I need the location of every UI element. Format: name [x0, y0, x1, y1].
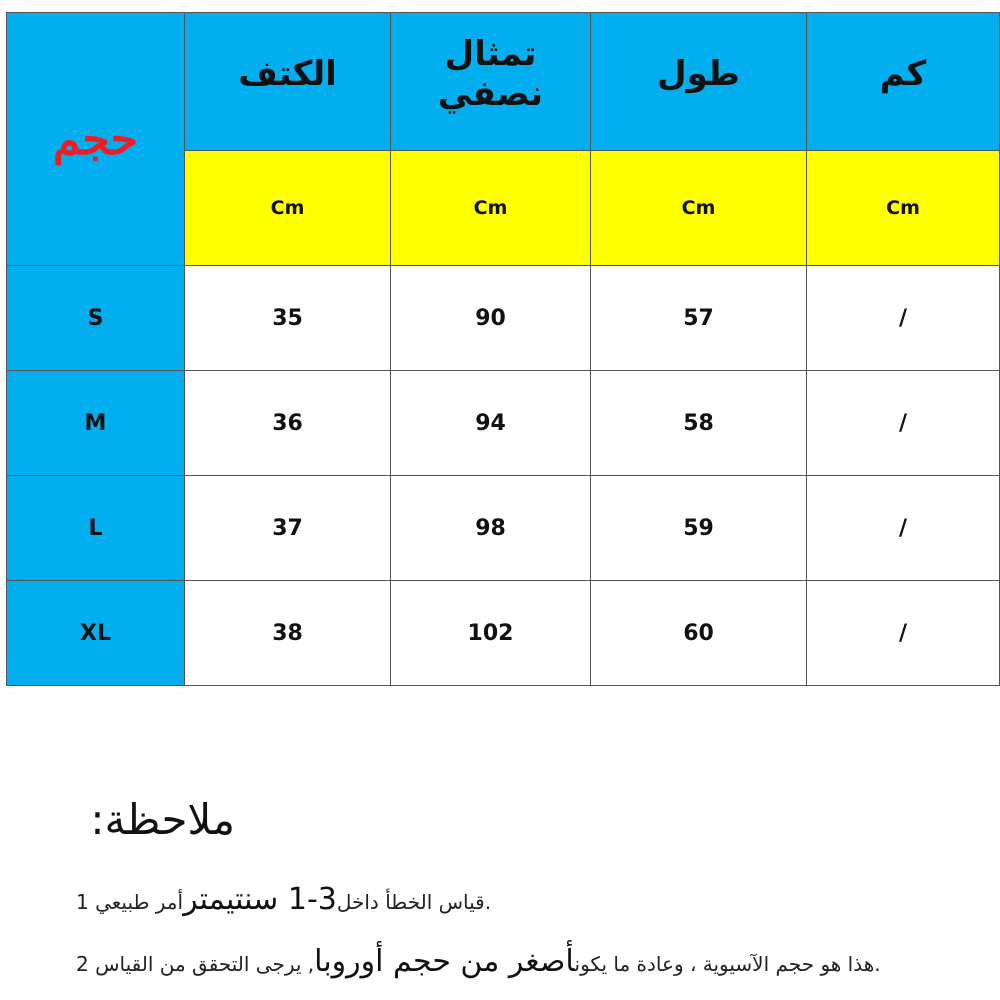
- data-cell: 98: [391, 476, 591, 581]
- size-title: حجم: [53, 113, 138, 165]
- data-cell: /: [807, 266, 1000, 371]
- header-shoulder: الكتف: [185, 13, 391, 151]
- table-row: [7, 476, 1000, 581]
- size-label-cell: XL: [7, 581, 185, 686]
- note-2-part1: يرجى التحقق من القياس: [95, 952, 302, 976]
- header-length: طول: [591, 13, 807, 151]
- table-row: [7, 371, 1000, 476]
- data-cell: /: [807, 476, 1000, 581]
- note-1-tail: قياس الخطأ داخل: [336, 890, 485, 914]
- note-1-normal: أمر طبيعي: [95, 890, 184, 914]
- data-cell: 36: [185, 371, 391, 476]
- size-chart-table: [6, 12, 1000, 686]
- note-2-highlight: أصغر من حجم أوروبا: [314, 944, 575, 979]
- header-bust: تمثال نصفي: [391, 13, 591, 151]
- data-cell: 59: [591, 476, 807, 581]
- size-label-cell: M: [7, 371, 185, 476]
- data-cell: 60: [591, 581, 807, 686]
- table-row: [7, 266, 1000, 371]
- note-2-part2: هذا هو حجم الآسيوية ، وعادة ما يكون: [574, 952, 875, 976]
- data-cell: /: [807, 371, 1000, 476]
- data-cell: /: [807, 581, 1000, 686]
- data-cell: 37: [185, 476, 391, 581]
- unit-cell: Cm: [807, 151, 1000, 266]
- note-line-2: هذا هو حجم الآسيوية ، وعادة ما يكونأصغر من حجم أوروبا, يرجى التحقق من القياس 2.: [76, 944, 881, 979]
- size-label-cell: L: [7, 476, 185, 581]
- note-1-number: 1.: [76, 890, 492, 914]
- table-row: [7, 581, 1000, 686]
- size-label-cell: S: [7, 266, 185, 371]
- data-cell: 35: [185, 266, 391, 371]
- note-1-highlight: 3-1 سنتيمتر: [183, 882, 337, 917]
- data-cell: 38: [185, 581, 391, 686]
- data-cell: 94: [391, 371, 591, 476]
- header-sleeve: كم: [807, 13, 1000, 151]
- note-title: ملاحظة:: [90, 795, 235, 844]
- note-2-number: 2.: [76, 952, 881, 976]
- data-cell: 58: [591, 371, 807, 476]
- data-cell: 102: [391, 581, 591, 686]
- data-cell: 90: [391, 266, 591, 371]
- unit-cell: Cm: [185, 151, 391, 266]
- note-line-1: [76, 882, 491, 917]
- size-title-cell: [7, 13, 185, 266]
- header-row: [7, 13, 1000, 151]
- unit-cell: Cm: [391, 151, 591, 266]
- unit-cell: Cm: [591, 151, 807, 266]
- data-cell: 57: [591, 266, 807, 371]
